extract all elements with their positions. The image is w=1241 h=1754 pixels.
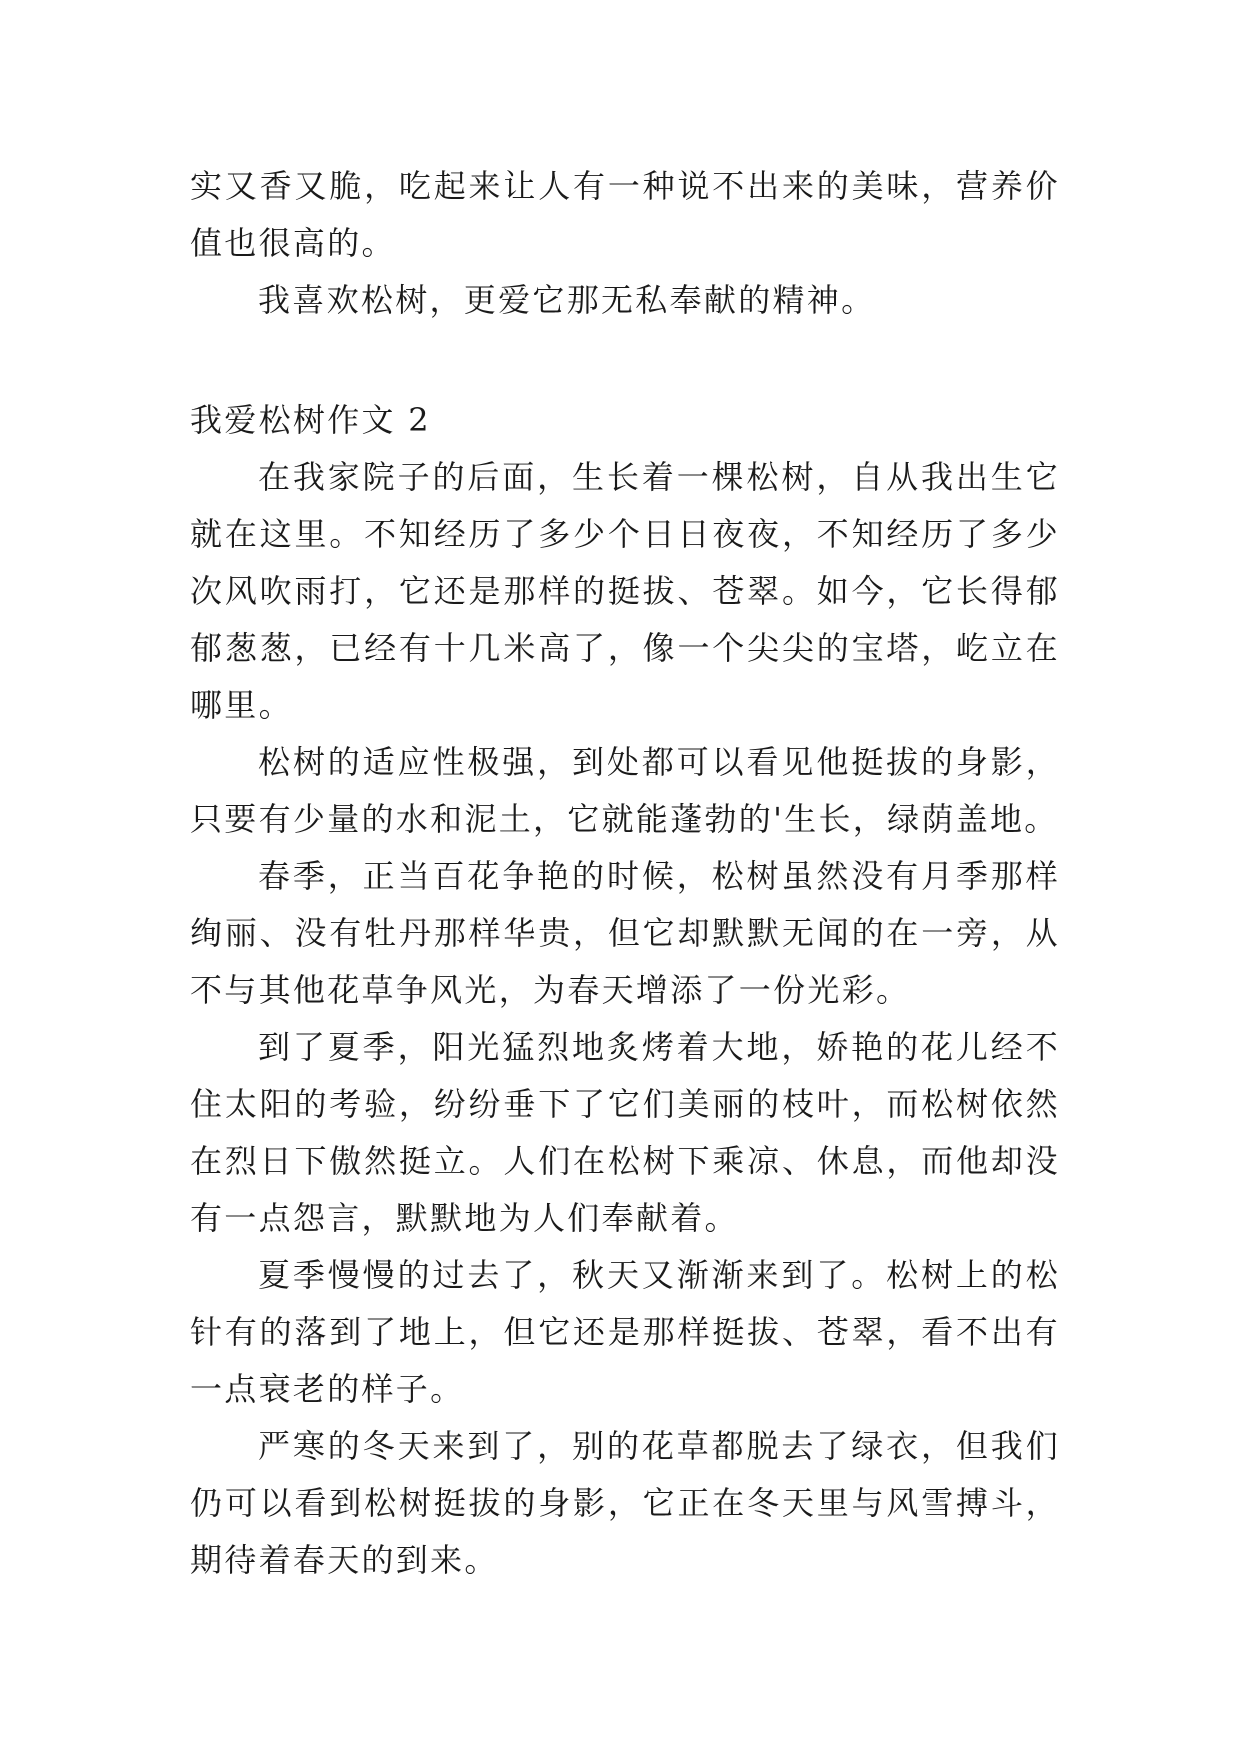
paragraph-continued: 实又香又脆，吃起来让人有一种说不出来的美味，营养价值也很高的。 — [190, 167, 1060, 262]
paragraph: 在我家院子的后面，生长着一棵松树，自从我出生它就在这里。不知经历了多少个日日夜夜，不知经历了多少次风吹雨打，它还是那样的挺拔、苍翠。如今，它长得郁郁葱葱，已经有十几米高了，像一个尖尖的宝塔，屹立在哪里。 — [190, 458, 1060, 724]
paragraph: 严寒的冬天来到了，别的花草都脱去了绿衣，但我们仍可以看到松树挺拔的身影，它正在冬天里与风雪搏斗，期待着春天的到来。 — [190, 1427, 1060, 1579]
paragraph: 夏季慢慢的过去了，秋天又渐渐来到了。松树上的松针有的落到了地上，但它还是那样挺拔、苍翠，看不出有一点衰老的样子。 — [190, 1256, 1060, 1408]
paragraph: 春季，正当百花争艳的时候，松树虽然没有月季那样绚丽、没有牡丹那样华贵，但它却默默无闻的在一旁，从不与其他花草争风光，为春天增添了一份光彩。 — [190, 857, 1060, 1009]
section-title: 我爱松树作文 2 — [190, 401, 431, 439]
document-body — [190, 158, 1060, 1589]
paragraph: 松树的适应性极强，到处都可以看见他挺拔的身影，只要有少量的水和泥土，它就能蓬勃的'生长，绿荫盖地。 — [190, 743, 1060, 838]
paragraph: 到了夏季，阳光猛烈地炙烤着大地，娇艳的花儿经不住太阳的考验，纷纷垂下了它们美丽的枝叶，而松树依然在烈日下傲然挺立。人们在松树下乘凉、休息，而他却没有一点怨言，默默地为人们奉献着。 — [190, 1028, 1060, 1237]
section-gap — [190, 329, 1060, 392]
paragraph-closing: 我喜欢松树，更爱它那无私奉献的精神。 — [258, 281, 876, 319]
